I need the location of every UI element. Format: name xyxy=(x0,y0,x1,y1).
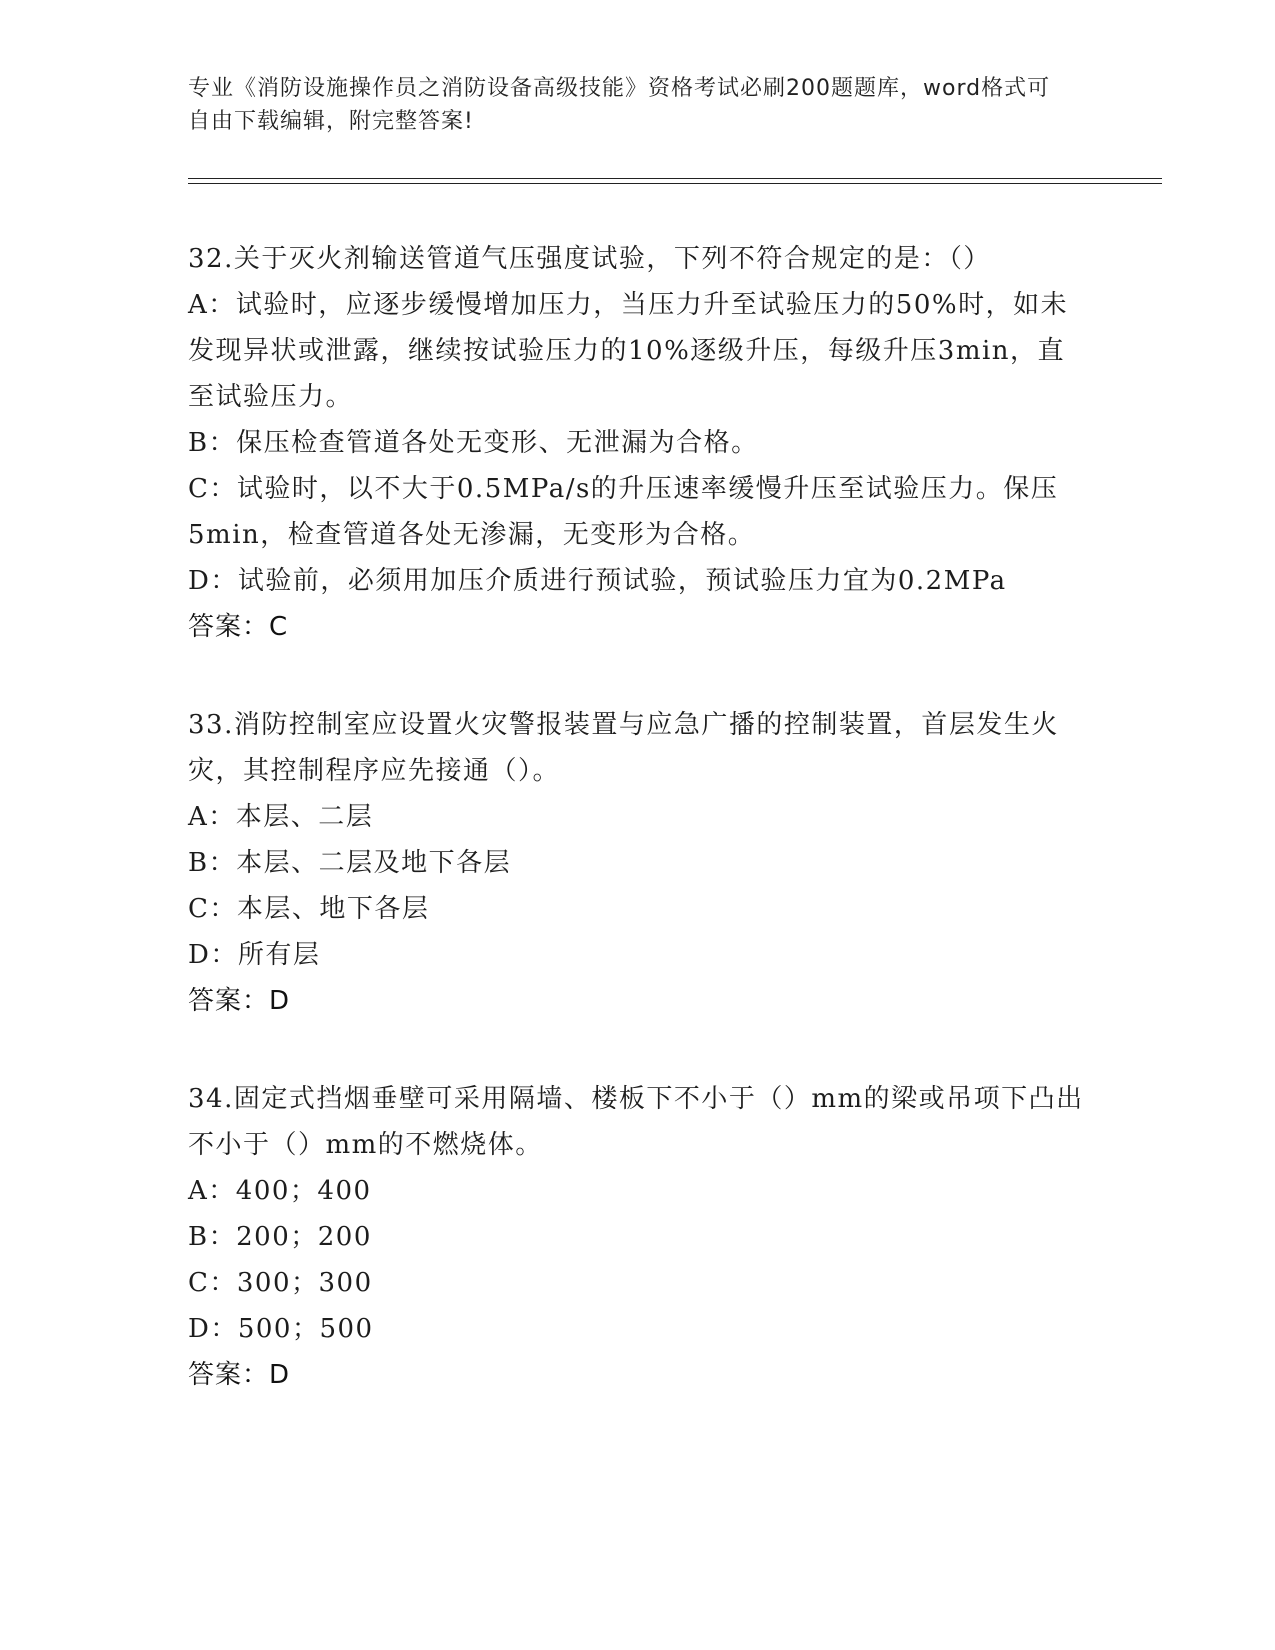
header-divider-top xyxy=(188,178,1162,179)
question-32 xyxy=(188,236,1088,650)
option-c: C：300；300 xyxy=(188,1268,373,1298)
document-header: 专业《消防设施操作员之消防设备高级技能》资格考试必刷200题题库，word格式可自由下载编辑，附完整答案! xyxy=(188,76,1051,134)
question-33 xyxy=(188,702,1088,1024)
question-stem: 34.固定式挡烟垂壁可采用隔墙、楼板下不小于（）mm的梁或吊项下凸出不小于（）mm的不燃烧体。 xyxy=(188,1084,1084,1160)
answer: 答案：D xyxy=(188,986,291,1016)
option-d: D：试验前，必须用加压介质进行预试验，预试验压力宜为0.2MPa xyxy=(188,566,1007,596)
option-a: A：400；400 xyxy=(188,1176,372,1206)
option-a: A：试验时，应逐步缓慢增加压力，当压力升至试验压力的50%时，如未发现异状或泄露，继续按试验压力的10%逐级升压，每级升压3min，直至试验压力。 xyxy=(188,290,1069,412)
option-b: B：本层、二层及地下各层 xyxy=(188,848,512,878)
question-34 xyxy=(188,1076,1088,1398)
answer: 答案：C xyxy=(188,612,289,642)
question-stem: 33.消防控制室应设置火灾警报装置与应急广播的控制装置，首层发生火灾，其控制程序应先接通（）。 xyxy=(188,710,1059,786)
option-d: D：所有层 xyxy=(188,940,321,970)
option-c: C：试验时，以不大于0.5MPa/s的升压速率缓慢升压至试验压力。保压5min，检查管道各处无渗漏，无变形为合格。 xyxy=(188,474,1059,550)
question-stem: 32.关于灭火剂输送管道气压强度试验，下列不符合规定的是：（） xyxy=(188,244,991,274)
answer: 答案：D xyxy=(188,1360,291,1390)
option-b: B：保压检查管道各处无变形、无泄漏为合格。 xyxy=(188,428,759,458)
header-divider-bottom xyxy=(188,183,1162,184)
option-c: C：本层、地下各层 xyxy=(188,894,430,924)
option-a: A：本层、二层 xyxy=(188,802,374,832)
option-d: D：500；500 xyxy=(188,1314,374,1344)
option-b: B：200；200 xyxy=(188,1222,372,1252)
question-list xyxy=(188,236,1088,1450)
